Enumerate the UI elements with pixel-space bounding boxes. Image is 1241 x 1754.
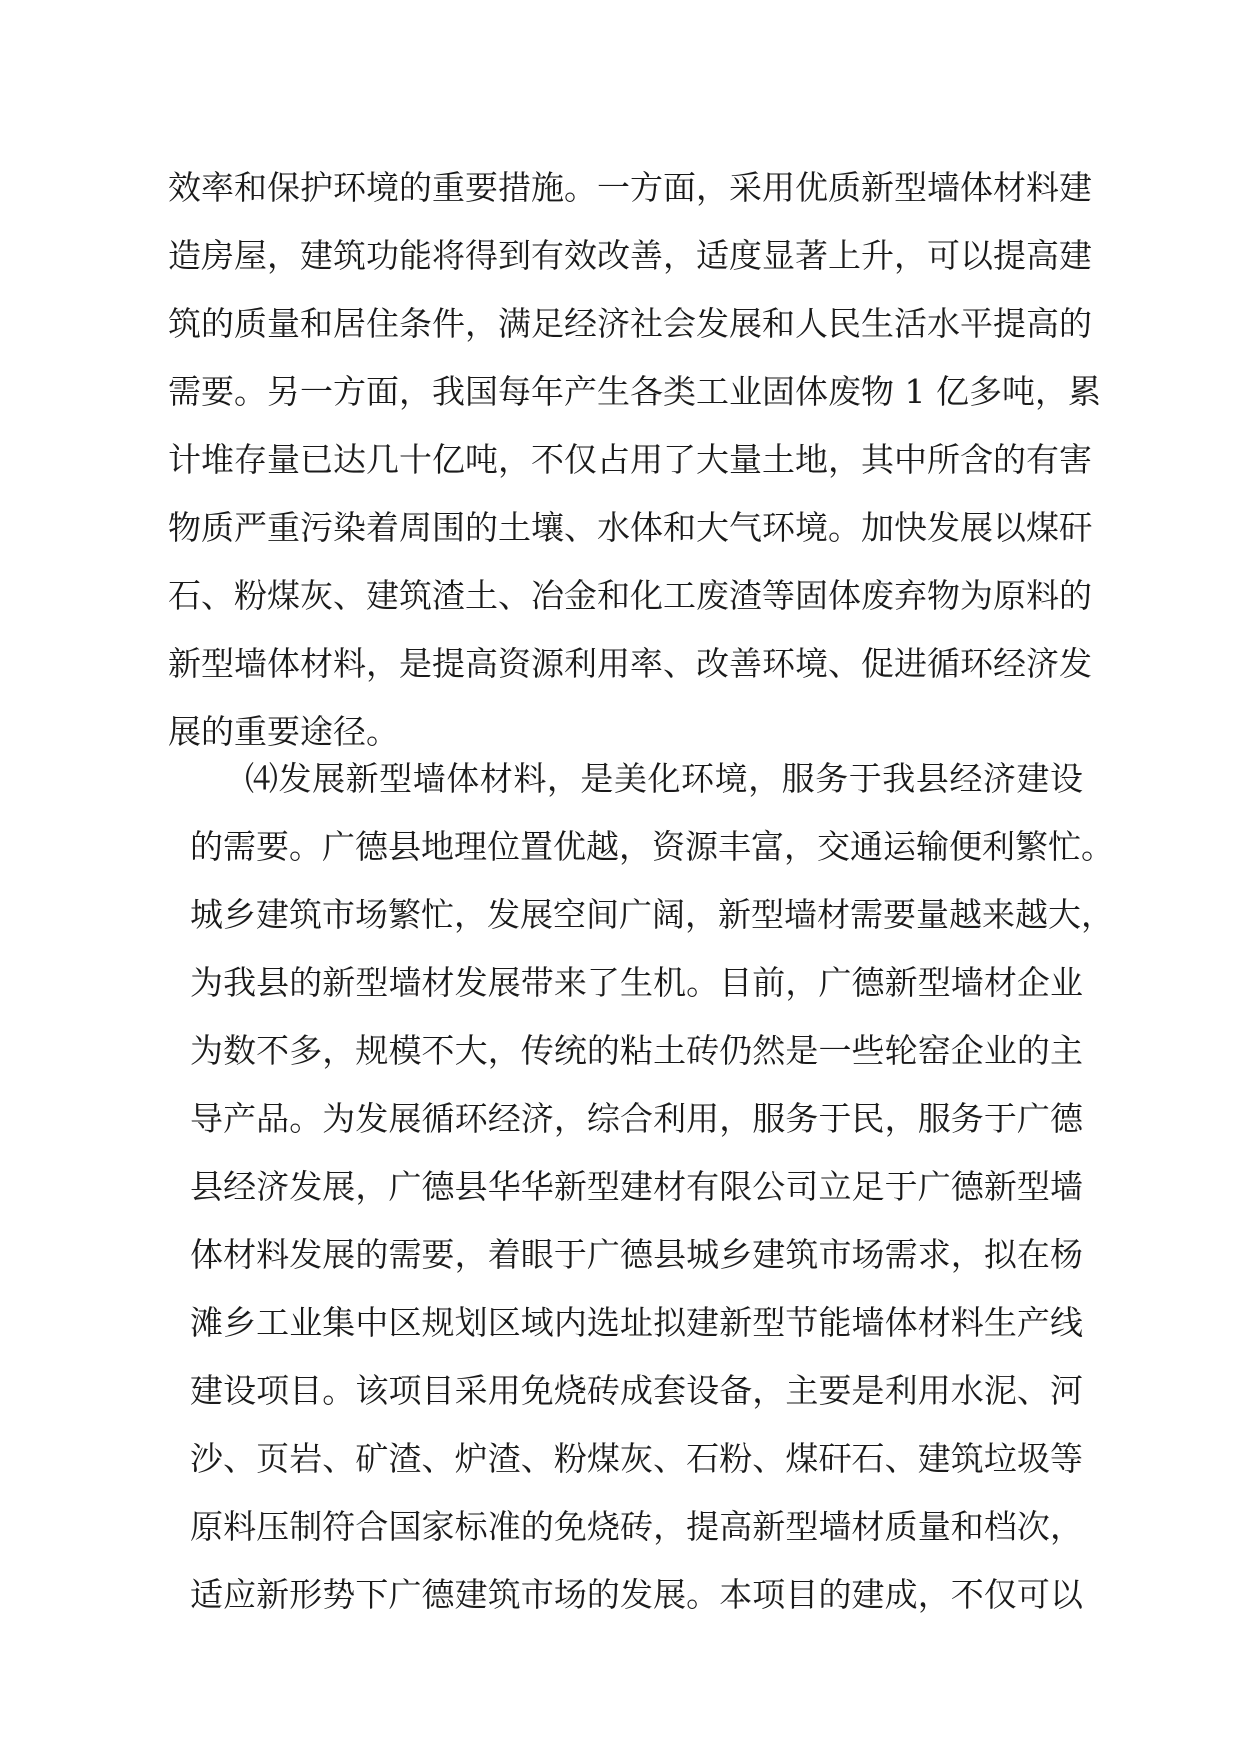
- text-line: 的需要。广德县地理位置优越，资源丰富，交通运输便利繁忙。: [190, 827, 1114, 866]
- text-line: 计堆存量已达几十亿吨，不仅占用了大量土地，其中所含的有害: [168, 440, 1092, 479]
- text-line: 建设项目。该项目采用免烧砖成套设备，主要是利用水泥、河: [190, 1371, 1083, 1410]
- text-line: 为数不多，规模不大，传统的粘土砖仍然是一些轮窑企业的主: [190, 1031, 1083, 1070]
- text-line: 适应新形势下广德建筑市场的发展。本项目的建成，不仅可以: [190, 1575, 1083, 1614]
- text-line: 为我县的新型墙材发展带来了生机。目前，广德新型墙材企业: [190, 963, 1083, 1002]
- text-line: 效率和保护环境的重要措施。一方面，采用优质新型墙体材料建: [168, 168, 1092, 207]
- text-line: 需要。另一方面，我国每年产生各类工业固体废物 1 亿多吨，累: [168, 372, 1101, 411]
- text-line: 原料压制符合国家标准的免烧砖，提高新型墙材质量和档次，: [190, 1507, 1083, 1546]
- text-line: 物质严重污染着周围的土壤、水体和大气环境。加快发展以煤矸: [168, 508, 1092, 547]
- text-line: 县经济发展，广德县华华新型建材有限公司立足于广德新型墙: [190, 1167, 1083, 1206]
- text-line: 沙、页岩、矿渣、炉渣、粉煤灰、石粉、煤矸石、建筑垃圾等: [190, 1439, 1083, 1478]
- text-line: 造房屋，建筑功能将得到有效改善，适度显著上升，可以提高建: [168, 236, 1092, 275]
- text-line: 城乡建筑市场繁忙，发展空间广阔，新型墙材需要量越来越大，: [190, 895, 1114, 934]
- text-line: 滩乡工业集中区规划区域内选址拟建新型节能墙体材料生产线: [190, 1303, 1083, 1342]
- text-line: 体材料发展的需要，着眼于广德县城乡建筑市场需求，拟在杨: [190, 1235, 1083, 1274]
- text-line: 展的重要途径。: [168, 712, 399, 751]
- text-line: 石、粉煤灰、建筑渣土、冶金和化工废渣等固体废弃物为原料的: [168, 576, 1092, 615]
- text-line: 筑的质量和居住条件，满足经济社会发展和人民生活水平提高的: [168, 304, 1092, 343]
- text-line: 新型墙体材料，是提高资源利用率、改善环境、促进循环经济发: [168, 644, 1092, 683]
- text-line: ⑷发展新型墙体材料，是美化环境，服务于我县经济建设: [245, 759, 1083, 798]
- text-line: 导产品。为发展循环经济，综合利用，服务于民，服务于广德: [190, 1099, 1083, 1138]
